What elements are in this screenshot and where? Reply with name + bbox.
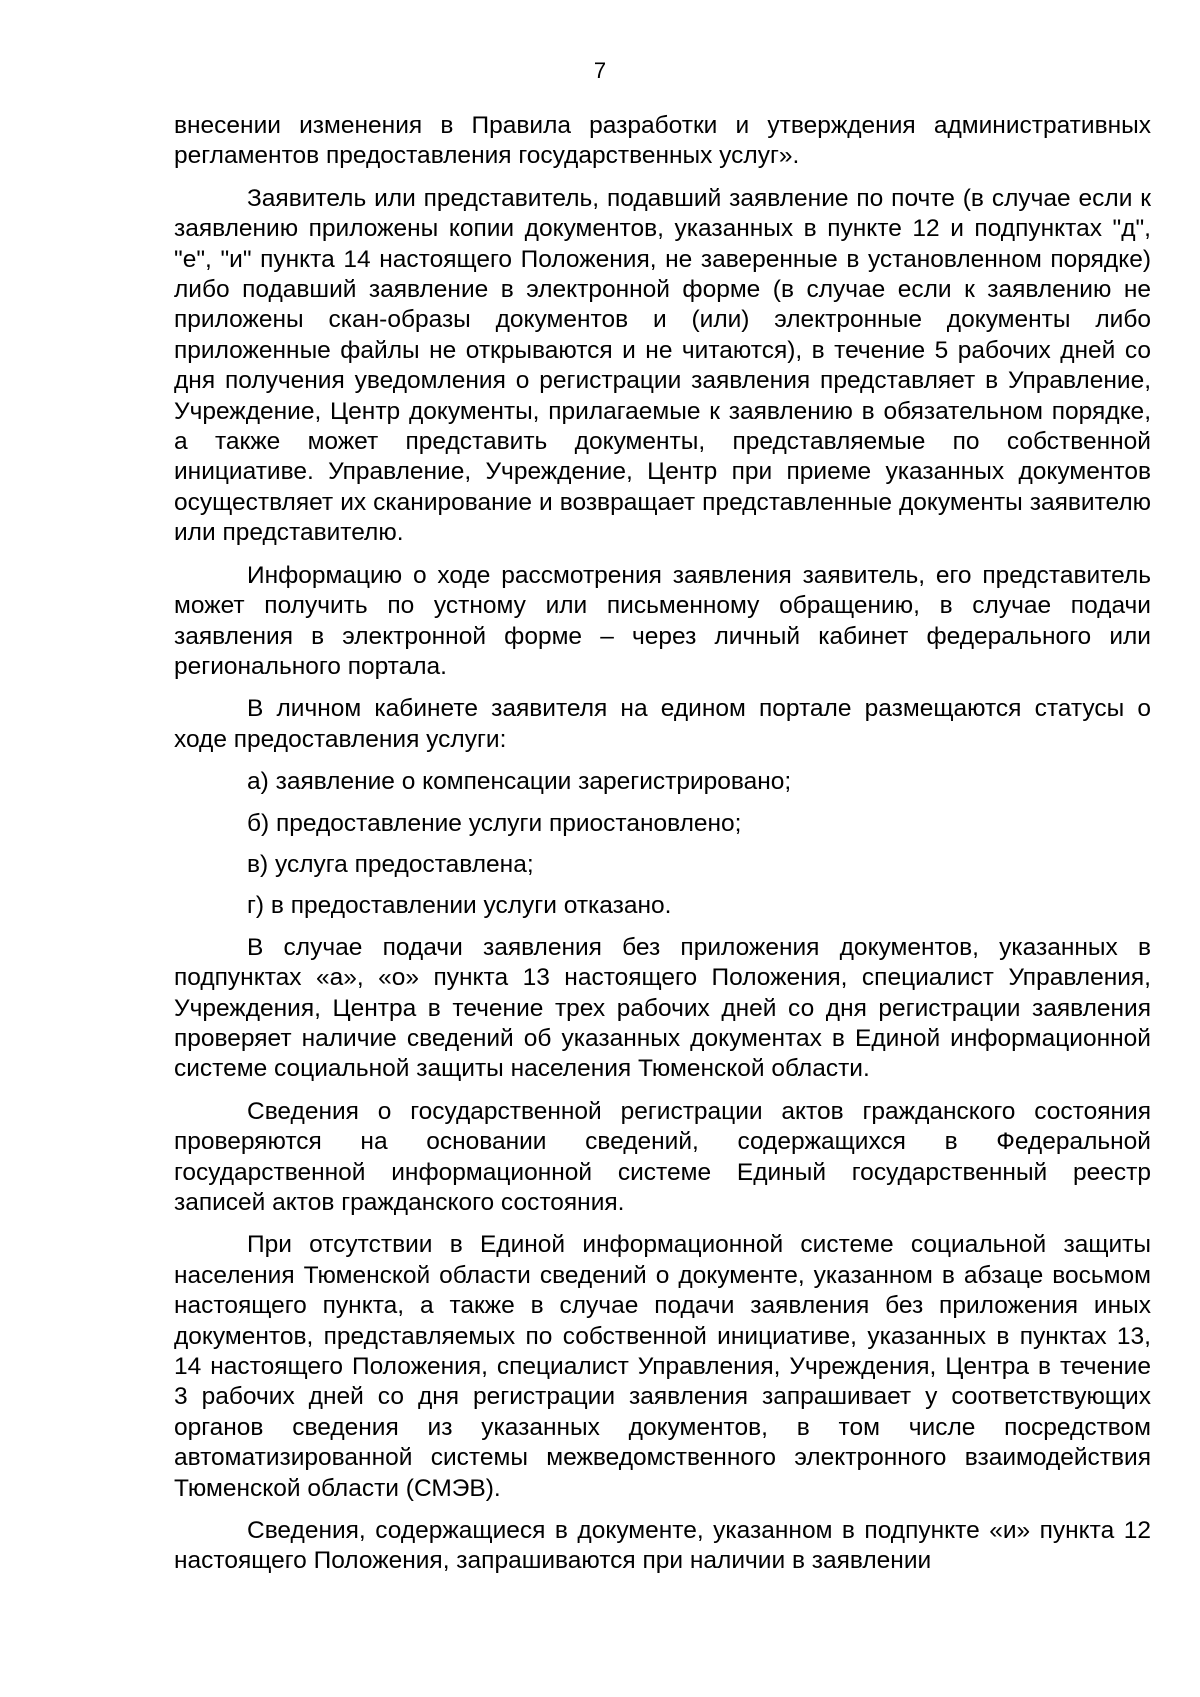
status-item-a: а) заявление о компенсации зарегистрировано; (247, 768, 792, 796)
page-number: 7 (593, 58, 607, 83)
status-item-v: в) услуга предоставлена; (247, 850, 534, 878)
paragraph-personal-account-statuses: В личном кабинете заявителя на едином портале размещаются статусы о ходе предоставления услуги: (174, 695, 1151, 753)
status-item-g: г) в предоставлении услуги отказано. (247, 892, 672, 920)
document-body (174, 111, 1151, 1589)
paragraph-civil-registry-check: Сведения о государственной регистрации актов гражданского состояния проверяются на основании сведений, содержащихся в Федеральной государственной информационной системе Единый государственный реестр записей актов гражданского состояния. (174, 1097, 1151, 1216)
paragraph-interagency-request: При отсутствии в Единой информационной системе социальной защиты населения Тюменской области сведений о документе, указанном в абзаце восьмом настоящего пункта, а также в случае подачи заявления без приложения иных документов, представляемых по собственной инициативе, указанных в пунктах 13, 14 настоящего Положения, специалист Управления, Учреждения, Центра в течение 3 рабочих дней со дня регистрации заявления запрашивает у соответствующих органов сведения из указанных документов, в том числе посредством автоматизированной системы межведомственного электронного взаимодействия Тюменской области (СМЭВ). (174, 1231, 1151, 1502)
paragraph-review-information: Информацию о ходе рассмотрения заявления заявитель, его представитель может получить по устному или письменному обращению, в случае подачи заявления в электронной форме – через личный кабинет федерального или регионального портала. (174, 561, 1151, 680)
paragraph-applicant-documents: Заявитель или представитель, подавший заявление по почте (в случае если к заявлению приложены копии документов, указанных в пункте 12 и подпунктах "д", "е", "и" пункта 14 настоящего Положения, не заверенные в установленном порядке) либо подавший заявление в электронной форме (в случае если к заявлению не приложены скан-образы документов и (или) электронные документы либо приложенные файлы не открываются и не читаются), в течение 5 рабочих дней со дня получения уведомления о регистрации заявления представляет в Управление, Учреждение, Центр документы, прилагаемые к заявлению в обязательном порядке, а также может представить документы, представляемые по собственной инициативе. Управление, Учреждение, Центр при приеме указанных документов осуществляет их сканирование и возвращает представленные документы заявителю или представителю. (174, 184, 1151, 547)
paragraph-missing-documents-check: В случае подачи заявления без приложения документов, указанных в подпунктах «а», «о» пункта 13 настоящего Положения, специалист Управления, Учреждения, Центра в течение трех рабочих дней со дня регистрации заявления проверяет наличие сведений об указанных документах в Единой информационной системе социальной защиты населения Тюменской области. (174, 933, 1151, 1083)
paragraph-continuation: внесении изменения в Правила разработки и утверждения административных регламентов предоставления государственных услуг». (174, 112, 1151, 170)
paragraph-subpoint-i-request: Сведения, содержащиеся в документе, указанном в подпункте «и» пункта 12 настоящего Положения, запрашиваются при наличии в заявлении (174, 1517, 1151, 1575)
status-item-b: б) предоставление услуги приостановлено; (247, 809, 742, 837)
